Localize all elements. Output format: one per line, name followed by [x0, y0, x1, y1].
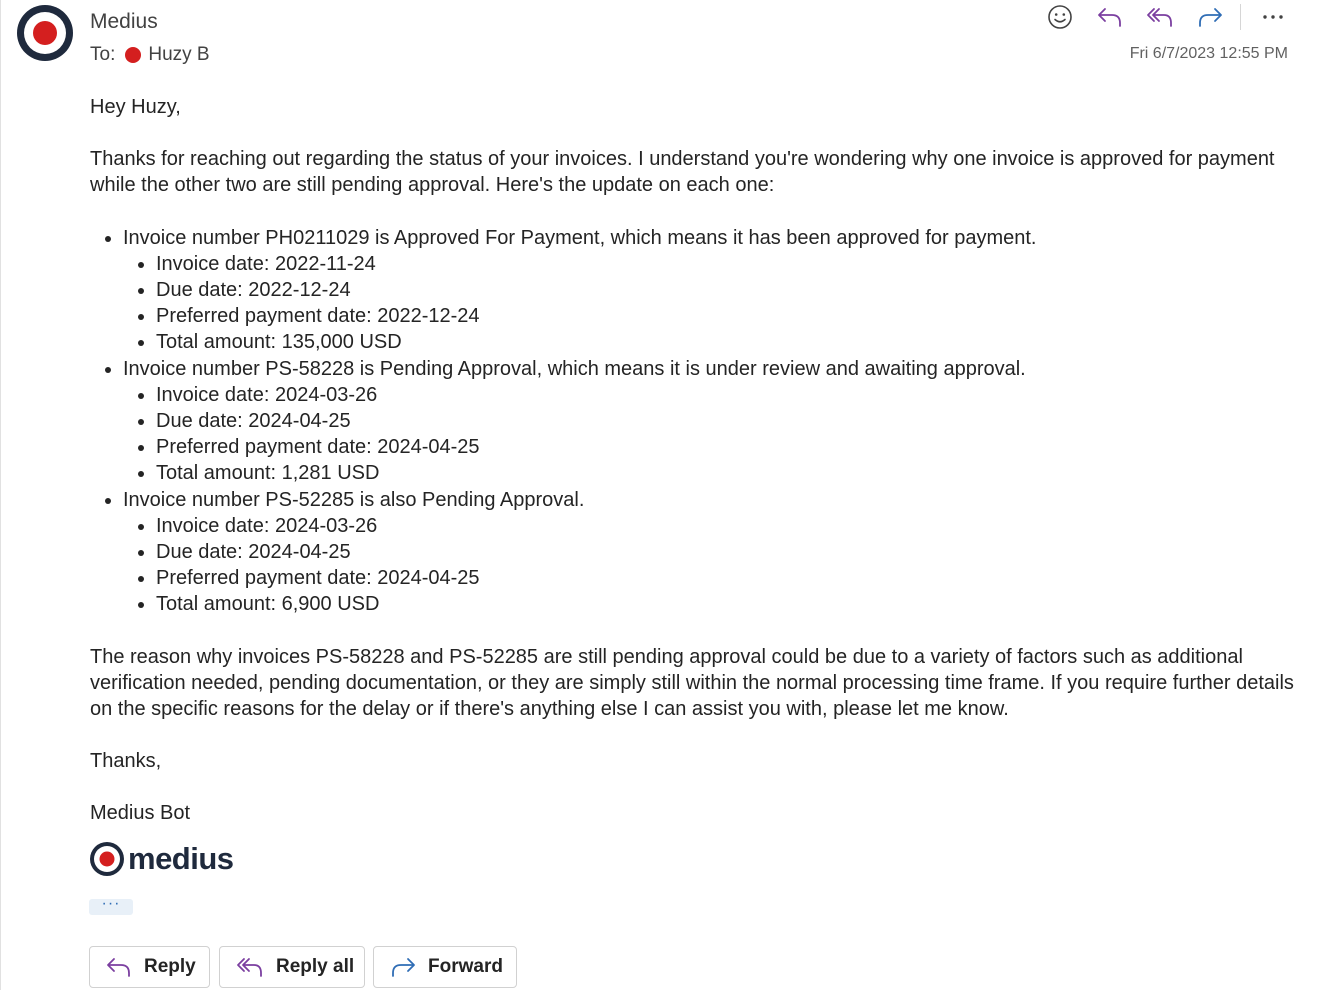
left-border: [0, 0, 1, 990]
more-actions-button[interactable]: [1253, 2, 1293, 32]
reply-label: Reply: [144, 956, 196, 977]
medius-logo: [89, 841, 234, 877]
forward-label: Forward: [428, 956, 503, 977]
forward-icon: [390, 956, 416, 978]
forward-action-button[interactable]: [373, 946, 517, 988]
medius-avatar-icon: [17, 5, 73, 61]
invoice-details: [123, 251, 1305, 356]
reply-icon: [106, 956, 132, 978]
invoice-item: [123, 225, 1305, 356]
invoice-detail: • Due date: 2022-12-24: [156, 277, 1305, 303]
reply-all-icon: [1146, 6, 1174, 28]
invoice-detail: • Preferred payment date: 2022-12-24: [156, 303, 1305, 329]
show-quoted-text-button[interactable]: ···: [89, 899, 133, 915]
sent-datetime: Fri 6/7/2023 12:55 PM: [1129, 45, 1288, 62]
more-icon: [1261, 13, 1285, 21]
invoice-detail: • Total amount: 1,281 USD: [156, 460, 1305, 486]
closing-paragraph: The reason why invoices PS-58228 and PS-52285 are still pending approval could be due to a variety of factors such as additional verification needed, pending documentation, or they are simply still within the normal processing time frame. If you require further details on the specific reasons for the delay or if there's anything else I can assist you with, please let me know.: [90, 645, 1294, 721]
reply-button[interactable]: [1090, 2, 1130, 32]
invoice-detail: • Preferred payment date: 2024-04-25: [156, 565, 1305, 591]
reply-all-button[interactable]: [1140, 2, 1180, 32]
reply-all-icon: [236, 956, 264, 978]
invoice-detail: • Total amount: 135,000 USD: [156, 329, 1305, 355]
react-button[interactable]: [1040, 2, 1080, 32]
message-toolbar: [1040, 2, 1303, 32]
smiley-icon: [1047, 4, 1073, 30]
reply-action-button[interactable]: [89, 946, 210, 988]
intro-paragraph: Thanks for reaching out regarding the status of your invoices. I understand you're wondering why one invoice is approved for payment while the other two are still pending approval. Here's the update on each one:: [90, 148, 1275, 197]
to-label: To:: [90, 44, 116, 65]
invoice-summary: Invoice number PS-58228 is Pending Approval, which means it is under review and awaiting approval.: [123, 357, 1026, 380]
reply-all-label: Reply all: [276, 956, 355, 977]
invoice-details: [123, 513, 1305, 618]
toolbar-divider: [1240, 4, 1241, 30]
forward-icon: [1197, 6, 1223, 28]
message-body: [90, 94, 1305, 853]
sender-avatar[interactable]: [17, 5, 73, 61]
invoice-detail: • Total amount: 6,900 USD: [156, 591, 1305, 617]
invoice-detail: • Invoice date: 2024-03-26: [156, 513, 1305, 539]
logo-wordmark: medius: [128, 841, 234, 876]
invoice-detail: • Due date: 2024-04-25: [156, 408, 1305, 434]
sender-name[interactable]: Medius: [90, 10, 158, 33]
invoice-item: [123, 356, 1305, 487]
invoice-list: [90, 225, 1305, 618]
signature-name: Medius Bot: [90, 802, 191, 825]
invoice-detail: • Invoice date: 2024-03-26: [156, 382, 1305, 408]
recipient-status-icon: [125, 47, 141, 63]
recipient-line: [90, 44, 210, 66]
invoice-detail: • Invoice date: 2022-11-24: [156, 251, 1305, 277]
reply-all-action-button[interactable]: [219, 946, 365, 988]
invoice-summary: Invoice number PS-52285 is also Pending Approval.: [123, 488, 585, 511]
invoice-details: [123, 382, 1305, 487]
invoice-item: [123, 487, 1305, 618]
recipient-name[interactable]: Huzy B: [148, 44, 210, 65]
invoice-summary: Invoice number PH0211029 is Approved For Payment, which means it has been approved for payment.: [123, 226, 1037, 249]
forward-button[interactable]: [1190, 2, 1230, 32]
greeting: Hey Huzy,: [90, 96, 181, 118]
invoice-detail: • Preferred payment date: 2024-04-25: [156, 434, 1305, 460]
medius-logo-icon: [89, 841, 125, 877]
invoice-detail: • Due date: 2024-04-25: [156, 539, 1305, 565]
reply-icon: [1097, 6, 1123, 28]
sign-off: Thanks,: [90, 750, 162, 773]
